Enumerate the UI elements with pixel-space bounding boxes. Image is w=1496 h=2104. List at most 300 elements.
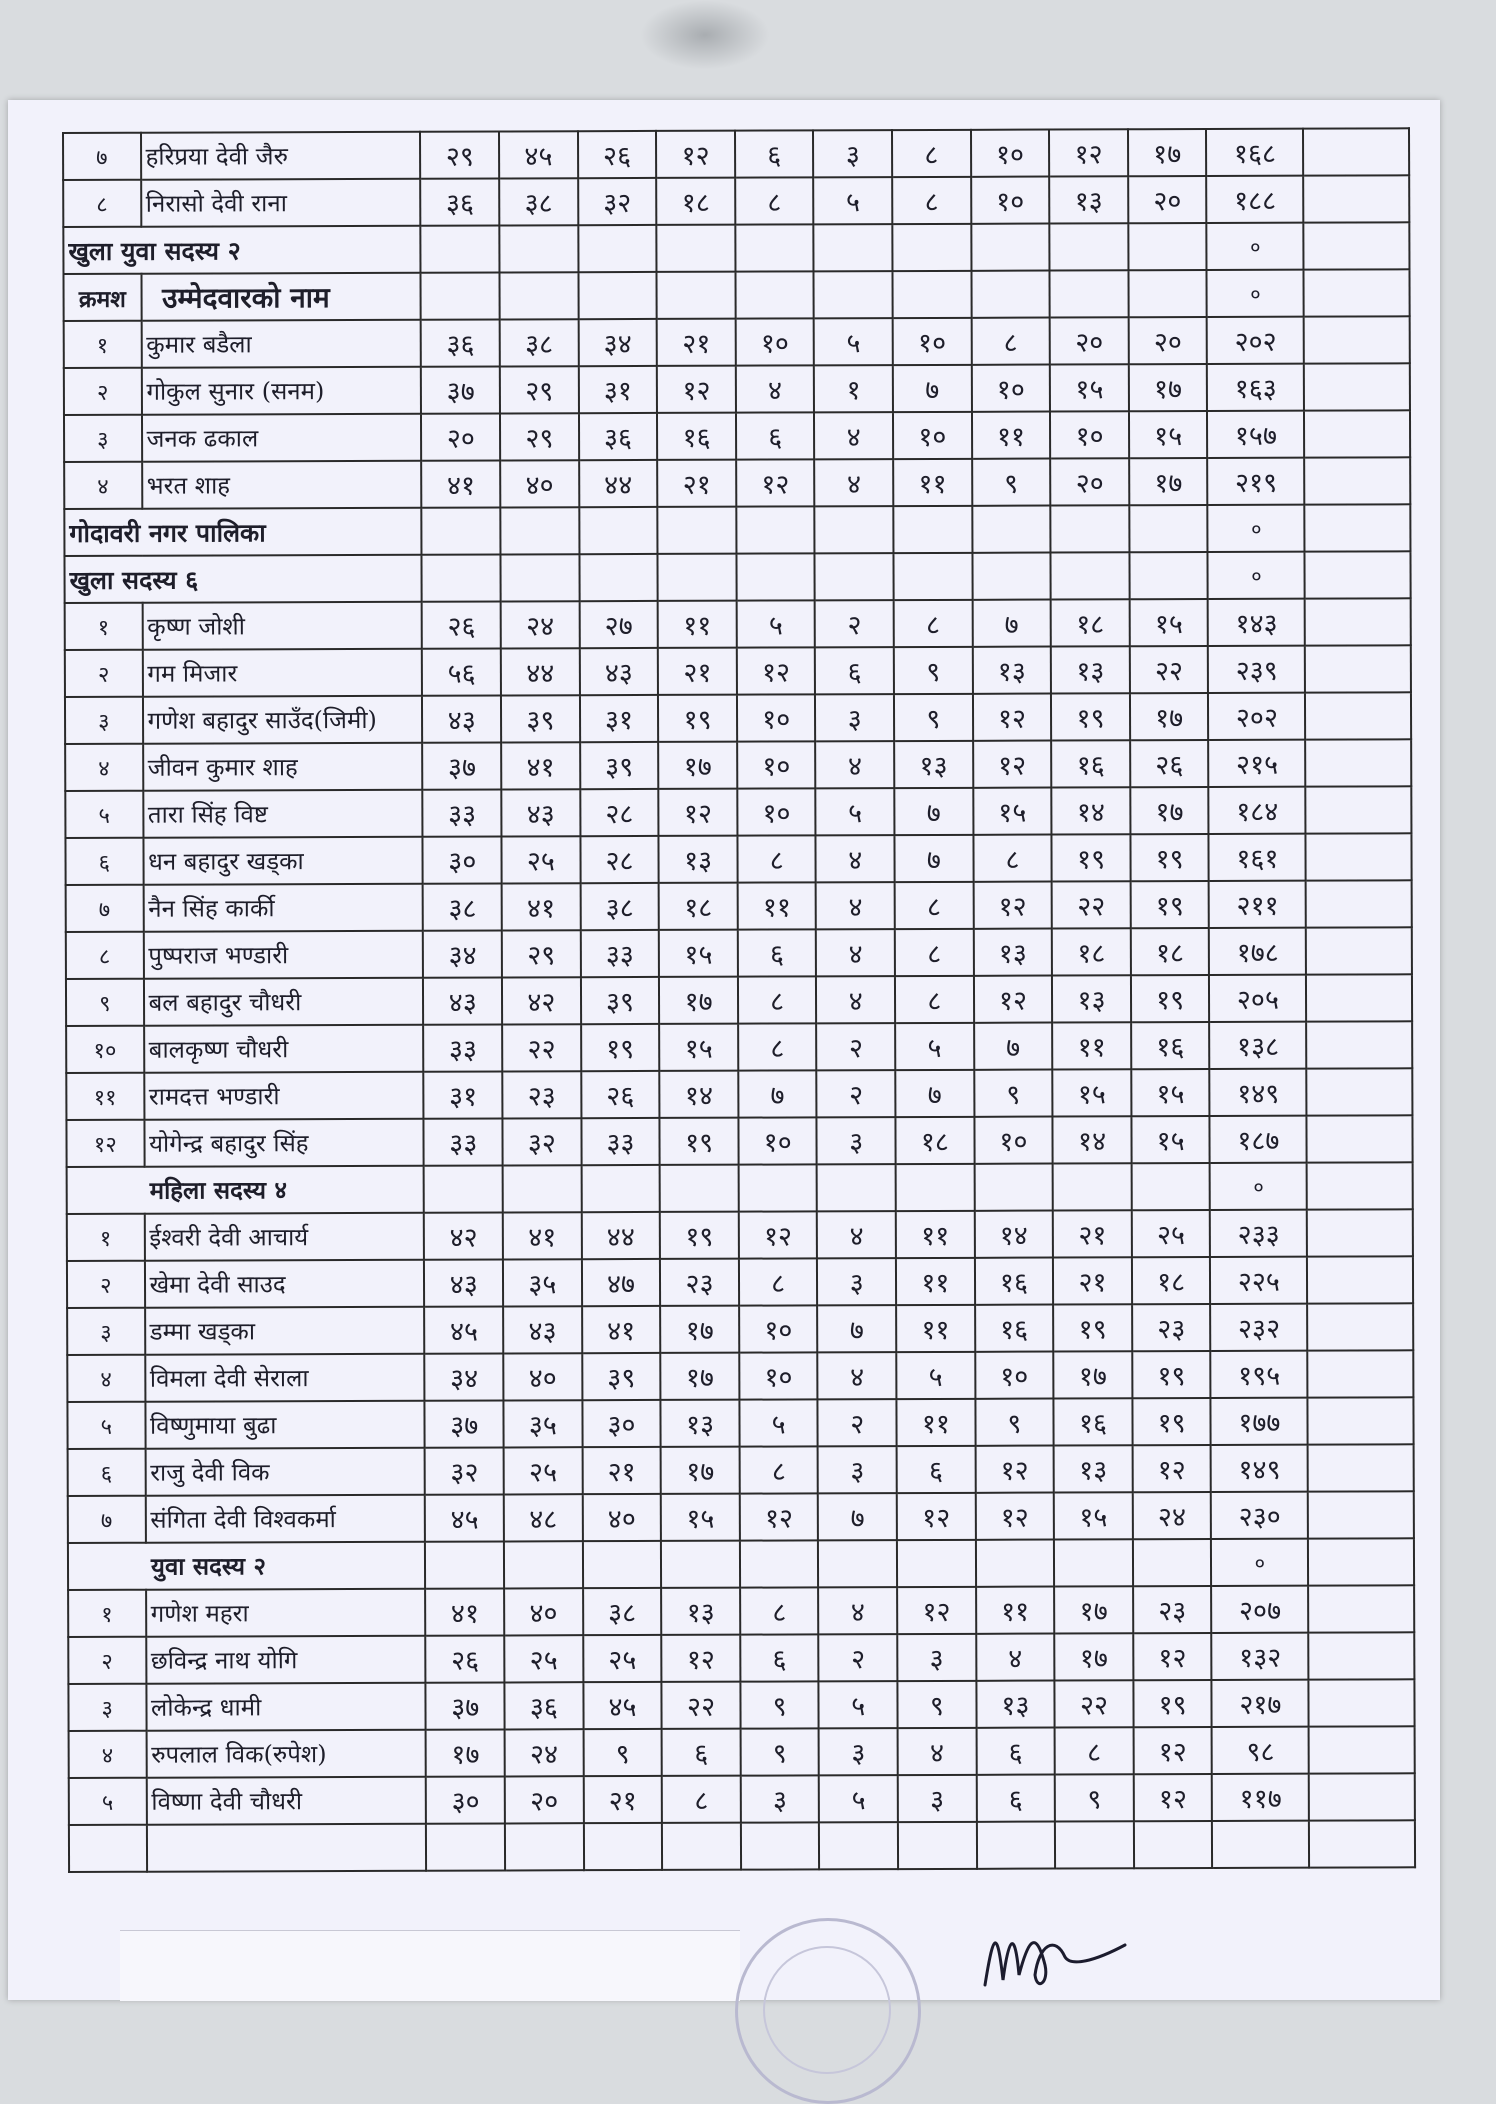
ward-votes: ८: [892, 177, 971, 224]
ward-votes: ३७: [425, 1400, 504, 1447]
ward-votes: ६: [738, 929, 817, 976]
ward-votes: २५: [504, 1635, 583, 1682]
ward-votes: १५: [659, 1024, 738, 1071]
ward-votes: ५: [819, 1775, 898, 1822]
ward-votes: २२: [1130, 646, 1209, 693]
ward-votes: १३: [1049, 176, 1128, 223]
ward-votes: ७: [893, 365, 972, 412]
ward-votes: ३८: [423, 883, 502, 930]
ward-votes: १७: [1130, 693, 1209, 740]
ward-votes: ३: [817, 1258, 896, 1305]
ward-votes: ३१: [580, 695, 659, 742]
candidate-row: [65, 645, 1411, 697]
empty-cell: [1307, 1303, 1413, 1350]
ward-votes: ८: [892, 130, 971, 177]
ward-votes: ३: [817, 1117, 896, 1164]
serial-number: ४: [69, 1731, 147, 1778]
ward-votes: २१: [657, 460, 736, 507]
ward-votes: १५: [1050, 364, 1129, 411]
blank-row: [69, 1820, 1415, 1872]
empty-cell: [421, 272, 500, 319]
total-votes: १६३: [1207, 364, 1304, 411]
total-votes: १६१: [1209, 834, 1306, 881]
empty-cell: [976, 1540, 1055, 1587]
empty-cell: [658, 507, 737, 554]
ward-votes: ४५: [425, 1306, 504, 1353]
ward-votes: १२: [973, 694, 1052, 741]
zero-mark: ०: [1211, 1539, 1308, 1586]
candidate-name: राजु देवी विक: [145, 1448, 425, 1496]
ward-votes: ४४: [581, 1212, 660, 1259]
ward-votes: २४: [505, 1729, 584, 1776]
empty-cell: [735, 271, 814, 318]
candidate-name: गम मिजार: [142, 649, 422, 697]
ward-votes: ४०: [504, 1588, 583, 1635]
ward-votes: १२: [1132, 1445, 1211, 1492]
ward-votes: २३: [1133, 1586, 1212, 1633]
ward-votes: २६: [422, 601, 501, 648]
ward-votes: १२: [974, 976, 1053, 1023]
total-votes: १८७: [1210, 1116, 1307, 1163]
empty-cell: [1308, 1397, 1414, 1444]
ward-votes: ९: [974, 1070, 1053, 1117]
empty-cell: [425, 1541, 504, 1588]
empty-cell: [1303, 175, 1409, 222]
candidate-name: खेमा देवी साउद: [144, 1260, 424, 1308]
empty-cell: [893, 506, 972, 553]
ward-votes: ४१: [503, 1212, 582, 1259]
ward-votes: ४१: [501, 742, 580, 789]
empty-cell: [1306, 1021, 1412, 1068]
candidate-row: [64, 363, 1410, 415]
ward-votes: १८: [659, 883, 738, 930]
total-votes: २११: [1209, 881, 1306, 928]
ward-votes: १९: [658, 695, 737, 742]
ward-votes: १३: [661, 1588, 740, 1635]
empty-cell: [974, 1164, 1053, 1211]
empty-cell: [1305, 598, 1411, 645]
empty-cell: [657, 225, 736, 272]
ward-votes: ४१: [582, 1306, 661, 1353]
ward-votes: २७: [579, 601, 658, 648]
empty-cell: [735, 224, 814, 271]
serial-number: ३: [64, 415, 142, 462]
serial-number: ५: [67, 1402, 145, 1449]
candidate-name: रुपलाल विक(रुपेश): [146, 1730, 426, 1778]
ward-votes: ११: [893, 459, 972, 506]
ward-votes: २२: [502, 1024, 581, 1071]
total-votes: १९५: [1211, 1351, 1308, 1398]
ward-votes: १८: [656, 178, 735, 225]
ward-votes: २२: [1055, 1680, 1134, 1727]
ward-votes: २१: [657, 319, 736, 366]
ward-votes: २५: [504, 1447, 583, 1494]
ward-votes: ६: [740, 1634, 819, 1681]
section-heading: खुला युवा सदस्य २: [63, 226, 421, 274]
total-votes: १७७: [1211, 1398, 1308, 1445]
ward-votes: ४४: [501, 648, 580, 695]
ward-votes: १०: [1050, 411, 1129, 458]
candidate-name: योगेन्द्र बहादुर सिंह: [144, 1119, 424, 1167]
candidate-name: रामदत्त भण्डारी: [144, 1072, 424, 1120]
candidate-name: गोकुल सुनार (सनम): [141, 367, 421, 415]
ward-votes: १९: [581, 1024, 660, 1071]
ward-votes: ४८: [504, 1494, 583, 1541]
ward-votes: ६: [735, 130, 814, 177]
ward-votes: ३३: [580, 930, 659, 977]
total-votes: २१७: [1212, 1680, 1309, 1727]
candidate-name: डम्मा खड्का: [145, 1307, 425, 1355]
ward-votes: १०: [971, 365, 1050, 412]
ward-votes: २०: [1050, 317, 1129, 364]
empty-cell: [500, 507, 579, 554]
empty-cell: [583, 1541, 662, 1588]
ward-votes: ३७: [421, 366, 500, 413]
ward-votes: २९: [502, 930, 581, 977]
ward-votes: १६: [975, 1258, 1054, 1305]
ward-votes: ३५: [503, 1259, 582, 1306]
ward-votes: ८: [738, 976, 817, 1023]
ward-votes: १३: [1051, 646, 1130, 693]
ward-votes: ३: [819, 1728, 898, 1775]
empty-cell: [1308, 1444, 1414, 1491]
ward-votes: ३९: [501, 695, 580, 742]
serial-number: १२: [66, 1120, 144, 1167]
empty-cell: [1308, 1538, 1414, 1585]
ward-votes: १४: [974, 1211, 1053, 1258]
ward-votes: ८: [895, 976, 974, 1023]
ward-votes: ९: [897, 1681, 976, 1728]
total-votes: २३२: [1211, 1304, 1308, 1351]
ward-votes: ८: [739, 1446, 818, 1493]
ward-votes: १९: [1130, 881, 1209, 928]
ward-votes: १३: [1052, 975, 1131, 1022]
empty-cell: [814, 224, 893, 271]
results-sheet: [62, 127, 1416, 1873]
ward-votes: २१: [1053, 1257, 1132, 1304]
ward-votes: ४: [819, 1587, 898, 1634]
ward-votes: २८: [580, 836, 659, 883]
empty-cell: [1306, 786, 1412, 833]
ward-votes: ३४: [578, 319, 657, 366]
empty-cell: [579, 507, 658, 554]
empty-cell: [815, 506, 894, 553]
candidate-name: गणेश बहादुर साउँद(जिमी): [142, 696, 422, 744]
ward-votes: ४: [898, 1728, 977, 1775]
ward-votes: १७: [1130, 787, 1209, 834]
ward-votes: १७: [1129, 364, 1208, 411]
serial-number: १: [67, 1214, 145, 1261]
ward-votes: ९: [740, 1728, 819, 1775]
ward-votes: ३७: [426, 1682, 505, 1729]
empty-cell: [578, 225, 657, 272]
candidate-name: जनक ढकाल: [142, 414, 422, 462]
empty-cell: [1053, 1163, 1132, 1210]
ward-votes: ४: [816, 741, 895, 788]
ward-votes: १८: [895, 1117, 974, 1164]
ward-votes: ६: [736, 412, 815, 459]
ward-votes: ४०: [503, 1353, 582, 1400]
total-votes: २०५: [1209, 975, 1306, 1022]
serial-number: ८: [63, 180, 141, 227]
ward-votes: १२: [739, 1211, 818, 1258]
ward-votes: १७: [661, 1353, 740, 1400]
empty-cell: [1131, 1163, 1210, 1210]
ward-votes: ७: [972, 600, 1051, 647]
ward-votes: ३८: [500, 319, 579, 366]
candidate-row: [65, 692, 1411, 744]
ward-votes: ७: [818, 1305, 897, 1352]
ward-votes: ८: [973, 835, 1052, 882]
section-heading: युवा सदस्य २: [68, 1542, 426, 1590]
empty-cell: [1304, 316, 1410, 363]
ward-votes: ३४: [423, 930, 502, 977]
ward-votes: १७: [660, 1306, 739, 1353]
empty-cell: [1307, 1115, 1413, 1162]
ward-votes: ४: [816, 882, 895, 929]
candidate-row: [63, 128, 1409, 180]
ward-votes: ३८: [499, 178, 578, 225]
candidate-row: [68, 1632, 1414, 1684]
ward-votes: १२: [973, 741, 1052, 788]
ward-votes: ७: [895, 1070, 974, 1117]
ward-votes: २९: [500, 413, 579, 460]
section-heading: महिला सदस्य ४: [67, 1166, 425, 1214]
empty-cell: [1051, 505, 1130, 552]
ward-votes: २६: [578, 131, 657, 178]
ward-votes: २६: [1130, 740, 1209, 787]
ward-votes: ४३: [422, 695, 501, 742]
serial-number: २: [68, 1637, 146, 1684]
serial-number: ८: [66, 932, 144, 979]
ward-votes: २०: [1050, 458, 1129, 505]
serial-number: ३: [67, 1308, 145, 1355]
empty-cell: [1055, 1821, 1134, 1868]
ward-votes: १२: [1133, 1727, 1212, 1774]
ward-votes: ८: [735, 177, 814, 224]
empty-cell: [505, 1823, 584, 1870]
ward-votes: १७: [661, 1447, 740, 1494]
ward-votes: ९: [972, 459, 1051, 506]
empty-cell: [971, 224, 1050, 271]
ward-votes: ८: [737, 835, 816, 882]
candidate-name-header: उम्मेदवारको नाम: [141, 273, 421, 321]
total-votes: १४३: [1208, 599, 1305, 646]
ward-votes: ४३: [501, 789, 580, 836]
ward-votes: २०: [1128, 176, 1207, 223]
ward-votes: १९: [660, 1118, 739, 1165]
total-votes: २३०: [1211, 1492, 1308, 1539]
ward-votes: २३: [660, 1259, 739, 1306]
ward-votes: १६: [1131, 1022, 1210, 1069]
serial-number: ४: [65, 744, 143, 791]
candidate-row: [65, 786, 1411, 838]
section-heading-row: [64, 504, 1410, 556]
ward-votes: २६: [581, 1071, 660, 1118]
vote-count-table: [62, 127, 1416, 1873]
ward-votes: ३९: [580, 742, 659, 789]
ward-votes: १४: [660, 1071, 739, 1118]
empty-cell: [814, 271, 893, 318]
ward-votes: १०: [739, 1352, 818, 1399]
empty-cell: [501, 554, 580, 601]
ward-votes: ४१: [502, 883, 581, 930]
ward-votes: १५: [973, 788, 1052, 835]
ward-votes: ३०: [582, 1400, 661, 1447]
ward-votes: ३१: [424, 1071, 503, 1118]
empty-cell: [1308, 1350, 1414, 1397]
candidate-name: कृष्ण जोशी: [142, 602, 422, 650]
ward-votes: ४: [736, 365, 815, 412]
candidate-name: लोकेन्द्र धामी: [146, 1683, 426, 1731]
ward-votes: ६: [897, 1446, 976, 1493]
ward-votes: १९: [1131, 975, 1210, 1022]
ward-votes: ४: [976, 1634, 1055, 1681]
ward-votes: २१: [583, 1776, 662, 1823]
candidate-name: पुष्पराज भण्डारी: [143, 931, 423, 979]
ward-votes: १९: [1132, 1398, 1211, 1445]
candidate-name: जीवन कुमार शाह: [143, 743, 423, 791]
ward-votes: ३३: [423, 789, 502, 836]
section-heading: गोदावरी नगर पालिका: [64, 508, 422, 556]
ward-votes: १०: [737, 741, 816, 788]
ward-votes: १९: [1130, 834, 1209, 881]
ward-votes: १०: [893, 318, 972, 365]
serial-number: २: [67, 1261, 145, 1308]
empty-cell: [499, 225, 578, 272]
empty-cell: [1307, 1068, 1413, 1115]
candidate-name: नैन सिंह कार्की: [143, 884, 423, 932]
ward-votes: २३: [1132, 1304, 1211, 1351]
ward-votes: ५: [814, 318, 893, 365]
empty-cell: [1134, 1821, 1213, 1868]
empty-cell: [972, 506, 1051, 553]
ward-votes: ३६: [504, 1682, 583, 1729]
ward-votes: २५: [1132, 1210, 1211, 1257]
candidate-row: [66, 1068, 1412, 1120]
ward-votes: ५६: [422, 648, 501, 695]
serial-number: ५: [69, 1778, 147, 1825]
ward-votes: ५: [736, 600, 815, 647]
empty-cell: [1309, 1820, 1415, 1867]
ward-votes: १७: [658, 742, 737, 789]
ward-votes: २०: [1128, 317, 1207, 364]
ward-votes: १३: [659, 836, 738, 883]
ward-votes: ३५: [503, 1400, 582, 1447]
serial-number: १: [68, 1590, 146, 1637]
ward-votes: १५: [659, 930, 738, 977]
empty-cell: [1306, 974, 1412, 1021]
empty-cell: [660, 1165, 739, 1212]
ward-votes: ६: [662, 1729, 741, 1776]
ward-votes: १०: [737, 694, 816, 741]
empty-cell: [1304, 363, 1410, 410]
ward-votes: ७: [894, 788, 973, 835]
empty-cell: [736, 506, 815, 553]
ward-votes: १८: [1132, 1257, 1211, 1304]
candidate-row: [66, 1021, 1412, 1073]
empty-cell: [69, 1825, 147, 1872]
ward-votes: ७: [894, 835, 973, 882]
serial-number: ७: [66, 885, 144, 932]
ward-votes: १७: [1054, 1633, 1133, 1680]
candidate-name: धन बहादुर खड्का: [143, 837, 423, 885]
ward-votes: १७: [1054, 1586, 1133, 1633]
total-votes: २१५: [1209, 740, 1306, 787]
ward-votes: २२: [662, 1682, 741, 1729]
empty-cell: [818, 1540, 897, 1587]
ward-votes: १२: [740, 1493, 819, 1540]
ward-votes: १३: [973, 929, 1052, 976]
serial-number: ९: [66, 979, 144, 1026]
zero-mark: ०: [1208, 552, 1305, 599]
serial-number: ४: [67, 1355, 145, 1402]
ward-votes: ३३: [424, 1024, 503, 1071]
ward-votes: ४५: [583, 1682, 662, 1729]
total-votes: १४९: [1210, 1069, 1307, 1116]
ward-votes: १३: [1054, 1445, 1133, 1492]
ward-votes: ६: [976, 1728, 1055, 1775]
empty-cell: [741, 1822, 820, 1869]
candidate-row: [68, 1444, 1414, 1496]
ward-votes: ४: [816, 976, 895, 1023]
ward-votes: ३: [898, 1775, 977, 1822]
ward-votes: ४१: [426, 1588, 505, 1635]
ward-votes: १२: [661, 1635, 740, 1682]
empty-cell: [1307, 1256, 1413, 1303]
ward-votes: २: [819, 1634, 898, 1681]
empty-cell: [584, 1823, 663, 1870]
ward-votes: ३: [813, 130, 892, 177]
ward-votes: ४: [816, 929, 895, 976]
ward-votes: ३२: [503, 1118, 582, 1165]
ward-votes: ३: [815, 694, 894, 741]
ward-votes: ९: [894, 694, 973, 741]
ward-votes: ५: [816, 788, 895, 835]
serial-number: ७: [63, 133, 141, 180]
ward-votes: १३: [976, 1681, 1055, 1728]
ward-votes: ५: [896, 1352, 975, 1399]
ward-votes: १७: [659, 977, 738, 1024]
candidate-name: विष्णा देवी चौधरी: [146, 1777, 426, 1825]
ward-votes: २४: [1133, 1492, 1212, 1539]
ward-votes: १९: [1133, 1680, 1212, 1727]
empty-cell: [1128, 270, 1207, 317]
serial-number: ६: [68, 1449, 146, 1496]
empty-cell: [1051, 552, 1130, 599]
empty-cell: [1305, 551, 1411, 598]
ward-votes: ३९: [581, 977, 660, 1024]
ward-votes: १२: [657, 366, 736, 413]
empty-cell: [1307, 1209, 1413, 1256]
candidate-name: बल बहादुर चौधरी: [143, 978, 423, 1026]
candidate-row: [67, 1350, 1413, 1402]
ward-votes: ३६: [421, 319, 500, 366]
empty-cell: [1305, 692, 1411, 739]
section-heading-row: [64, 551, 1410, 603]
candidate-name: कुमार बडैला: [141, 320, 421, 368]
empty-cell: [1304, 410, 1410, 457]
candidate-name: छविन्द्र नाथ योगि: [146, 1636, 426, 1684]
ward-votes: १२: [1049, 129, 1128, 176]
ward-votes: १: [814, 365, 893, 412]
empty-cell: [658, 554, 737, 601]
ward-votes: १५: [1129, 599, 1208, 646]
office-stamp: [735, 1918, 921, 2104]
ward-votes: ७: [974, 1023, 1053, 1070]
candidate-row: [69, 1773, 1415, 1825]
total-votes: २०२: [1208, 693, 1305, 740]
